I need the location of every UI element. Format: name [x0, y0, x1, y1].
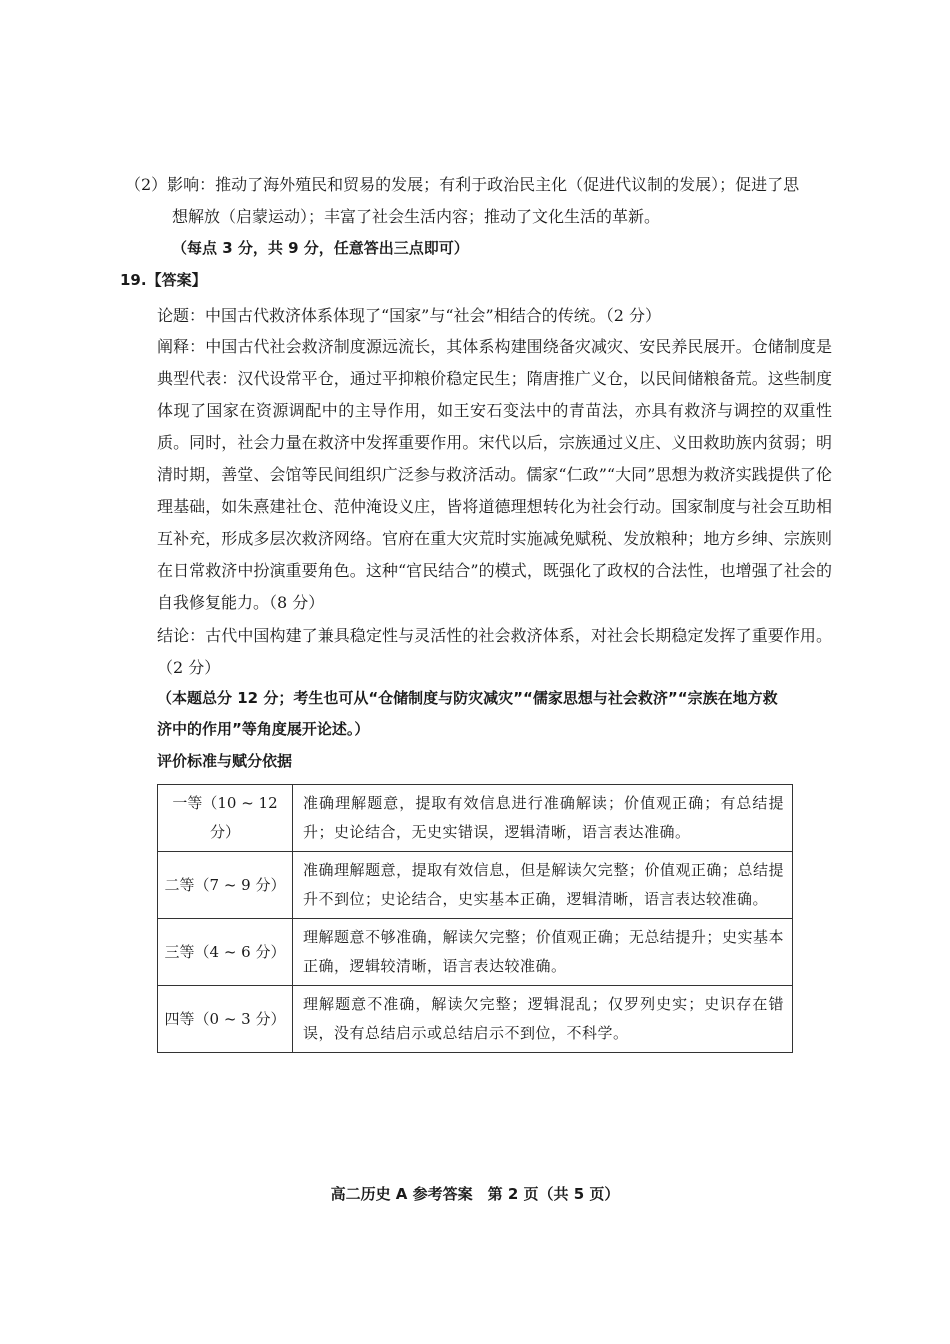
criteria-title: 评价标准与赋分依据 — [157, 752, 293, 770]
grade-description: 理解题意不准确，解读欠完整；逻辑混乱；仅罗列史实；史识存在错误，没有总结启示或总结启示不到位，不科学。 — [293, 986, 793, 1053]
grade-level: 三等（4 ~ 6 分） — [158, 919, 293, 986]
q19-thesis: 论题：中国古代救济体系体现了“国家”与“社会”相结合的传统。（2 分） — [157, 306, 661, 325]
part2-scoring-note: （每点 3 分，共 9 分，任意答出三点即可） — [172, 239, 469, 257]
grading-row — [158, 986, 793, 1053]
page-footer: 高二历史 A 参考答案 第 2 页（共 5 页） — [330, 1185, 620, 1203]
grading-row — [158, 852, 793, 919]
grade-description: 理解题意不够准确，解读欠完整；价值观正确；无总结提升；史实基本正确，逻辑较清晰，语言表达较准确。 — [293, 919, 793, 986]
q19-conclusion: 结论：古代中国构建了兼具稳定性与灵活性的社会救济体系，对社会长期稳定发挥了重要作用。（2 分） — [157, 626, 832, 677]
grade-description: 准确理解题意，提取有效信息，但是解读欠完整；价值观正确；总结提升不到位；史论结合，史实基本正确，逻辑清晰，语言表达较准确。 — [293, 852, 793, 919]
grade-level: 一等（10 ~ 12 分） — [158, 785, 293, 852]
grading-row — [158, 919, 793, 986]
grade-level: 二等（7 ~ 9 分） — [158, 852, 293, 919]
q19-scoring-note-line-1: （本题总分 12 分；考生也可从“仓储制度与防灾减灾”“儒家思想与社会救济”“宗族在地方救 — [157, 689, 778, 707]
grade-description: 准确理解题意，提取有效信息进行准确解读；价值观正确；有总结提升；史论结合，无史实错误，逻辑清晰，语言表达准确。 — [293, 785, 793, 852]
part2-line-1: （2）影响：推动了海外殖民和贸易的发展；有利于政治民主化（促进代议制的发展）；促进了思 — [125, 175, 800, 194]
grade-level: 四等（0 ~ 3 分） — [158, 986, 293, 1053]
q19-elaboration: 阐释：中国古代社会救济制度源远流长，其体系构建围绕备灾减灾、安民养民展开。仓储制度是典型代表：汉代设常平仓，通过平抑粮价稳定民生；隋唐推广义仓，以民间储粮备荒。这些制度体现了国家在资源调配中的主导作用，如王安石变法中的青苗法，亦具有救济与调控的双重性质。同时，社会力量在救济中发挥重要作用。宋代以后，宗族通过义庄、义田救助族内贫弱；明清时期，善堂、会馆等民间组织广泛参与救济活动。儒家“仁政”“大同”思想为救济实践提供了伦理基础，如朱熹建社仓、范仲淹设义庄，皆将道德理想转化为社会行动。国家制度与社会互助相互补充，形成多层次救济网络。官府在重大灾荒时实施减免赋税、发放粮种；地方乡绅、宗族则在日常救济中扮演重要角色。这种“官民结合”的模式，既强化了政权的合法性，也增强了社会的自我修复能力。（8 分） — [157, 337, 832, 612]
grading-row — [158, 785, 793, 852]
grading-table — [157, 784, 793, 1053]
part2-line-2: 想解放（启蒙运动）；丰富了社会生活内容；推动了文化生活的革新。 — [172, 207, 661, 226]
q19-answer-header: 19.【答案】 — [120, 271, 207, 289]
q19-scoring-note-line-2: 济中的作用”等角度展开论述。） — [157, 720, 370, 738]
